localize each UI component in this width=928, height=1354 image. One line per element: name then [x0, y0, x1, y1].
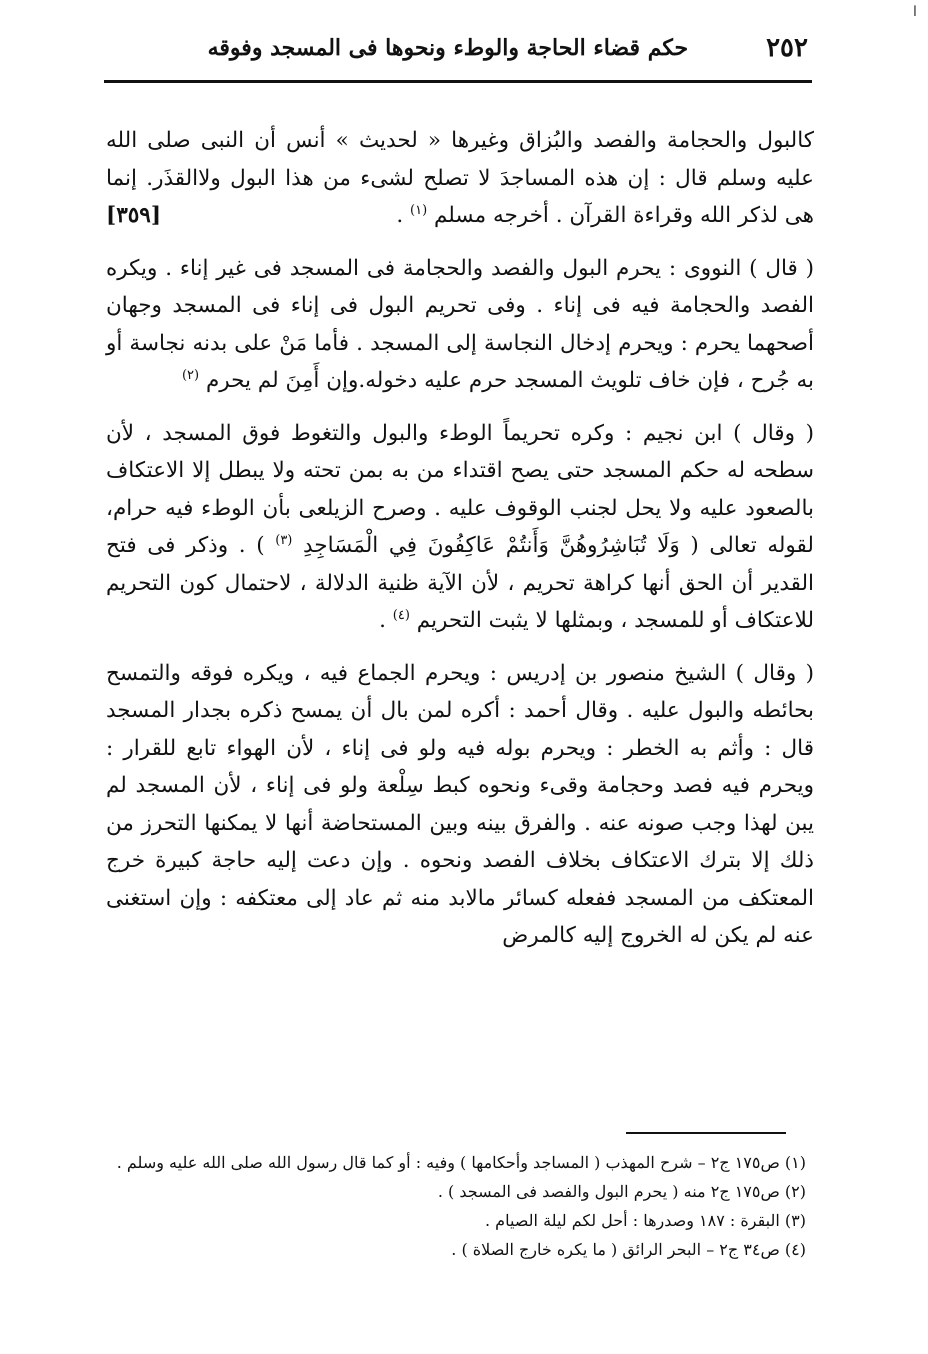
margin-mark: ا — [913, 4, 917, 20]
running-title: حكم قضاء الحاجة والوطء ونحوها فى المسجد وفوقه — [207, 35, 689, 61]
footnote-2: (٢) ص١٧٥ ج٢ منه ( يحرم البول والفصد فى المسجد ) . — [437, 1182, 806, 1201]
page-number: ٢٥٢ — [766, 33, 808, 63]
header-rule — [104, 80, 812, 83]
footnote-marker: (٣) — [275, 532, 293, 548]
hadith-reference-number: [٣٥٩] — [106, 203, 162, 228]
paragraph-ibn-nujaym — [106, 415, 814, 640]
footnote-marker: (٢) — [181, 367, 200, 383]
paragraph-text: ( وقال ) الشيخ منصور بن إدريس : ويحرم الجماع فيه ، ويكره فوقه والتمسح بحائطه والبول عليه . وقال أحمد : أكره لمن بال أن يمسح ذكره بجدار المسجد قال : وأثم به الخطر : ويحرم بوله فيه ولو فى إناء ، لأن الهواء تابع للقرار : ويحرم فيه فصد وحجامة وقىء ونحوه كبط سِلْعة ولو فى إناء ، لأن المسجد لم يبن لهذا وجب صونه عنه . والفرق بينه وبين المستحاضة أنها لا يمكنها التحرز من ذلك إلا بترك الاعتكاف بخلاف الفصد ونحوه . وإن دعت إليه حاجة كبيرة خرج المعتكف من المسجد ففعله كسائر مالابد منه ثم عاد إلى معتكفه : وإن استغنى عنه لم يكن له الخروج إليه كالمرض — [106, 660, 814, 948]
paragraph-mansur — [106, 655, 814, 955]
body-text — [106, 122, 814, 970]
paragraph-tail: ) . وذكر فى فتح القدير أن الحق أنها كراهة تحريم ، لأن الآية ظنية الدلالة ، لاحتمال كون التحريم للاعتكاف أو للمسجد ، وبمثلها لا يثبت التحريم — [106, 533, 814, 633]
page-header — [108, 26, 808, 70]
paragraph-text: كالبول والحجامة والفصد والبُزاق وغيرها « لحديث » أنس أن النبى صلى الله عليه وسلم قال : إن هذه المساجدَ لا تصلح لشىء من هذا البول ولاالقذَر. إنما هى لذكر الله وقراءة القرآن . أخرجه مسلم — [106, 128, 814, 228]
footnote-1: (١) ص١٧٥ ج٢ – شرح المهذب ( المساجد وأحكامها ) وفيه : أو كما قال رسول الله صلى الله عليه وسلم . — [116, 1153, 806, 1172]
footnotes — [106, 1148, 806, 1264]
paragraph-hadith — [106, 122, 814, 235]
paragraph-nawawi — [106, 250, 814, 400]
paragraph-tail: . — [396, 203, 404, 228]
footnote-marker: (١) — [410, 202, 428, 218]
footnote-rule — [626, 1132, 786, 1134]
paragraph-tail: . — [379, 608, 386, 633]
footnote-3: (٣) البقرة : ١٨٧ وصدرها : أحل لكم ليلة الصيام . — [485, 1211, 806, 1230]
footnote-4: (٤) ص٣٤ ج٢ – البحر الرائق ( ما يكره خارج الصلاة ) . — [451, 1240, 806, 1259]
paragraph-text: ( وقال ) ابن نجيم : وكره تحريماً الوطء والبول والتغوط فوق المسجد ، لأن سطحه له حكم المسجد حتى يصح اقتداء من به بمن تحته ولا يبطل إلا الاعتكاف بالصعود عليه ولا يحل لجنب الوقوف عليه . وصرح الزيلعى بأن الوطء فيه حرام، لقوله تعالى ( وَلَا تُبَاشِرُوهُنَّ وَأَنتُمْ عَاكِفُونَ فِي الْمَسَاجِدِ — [106, 420, 814, 558]
footnote-marker: (٤) — [392, 607, 410, 623]
paragraph-text: ( قال ) النووى : يحرم البول والفصد والحجامة فى المسجد فى غير إناء . ويكره الفصد والحجامة فيه فى إناء . وفى تحريم البول فى إناء فى المسجد وجهان أصحهما يحرم : ويحرم إدخال النجاسة إلى المسجد . فأما مَنْ على بدنه نجاسة أو به جُرح ، فإن خاف تلويث المسجد حرم عليه دخوله.وإن أَمِنَ لم يحرم — [106, 255, 814, 393]
